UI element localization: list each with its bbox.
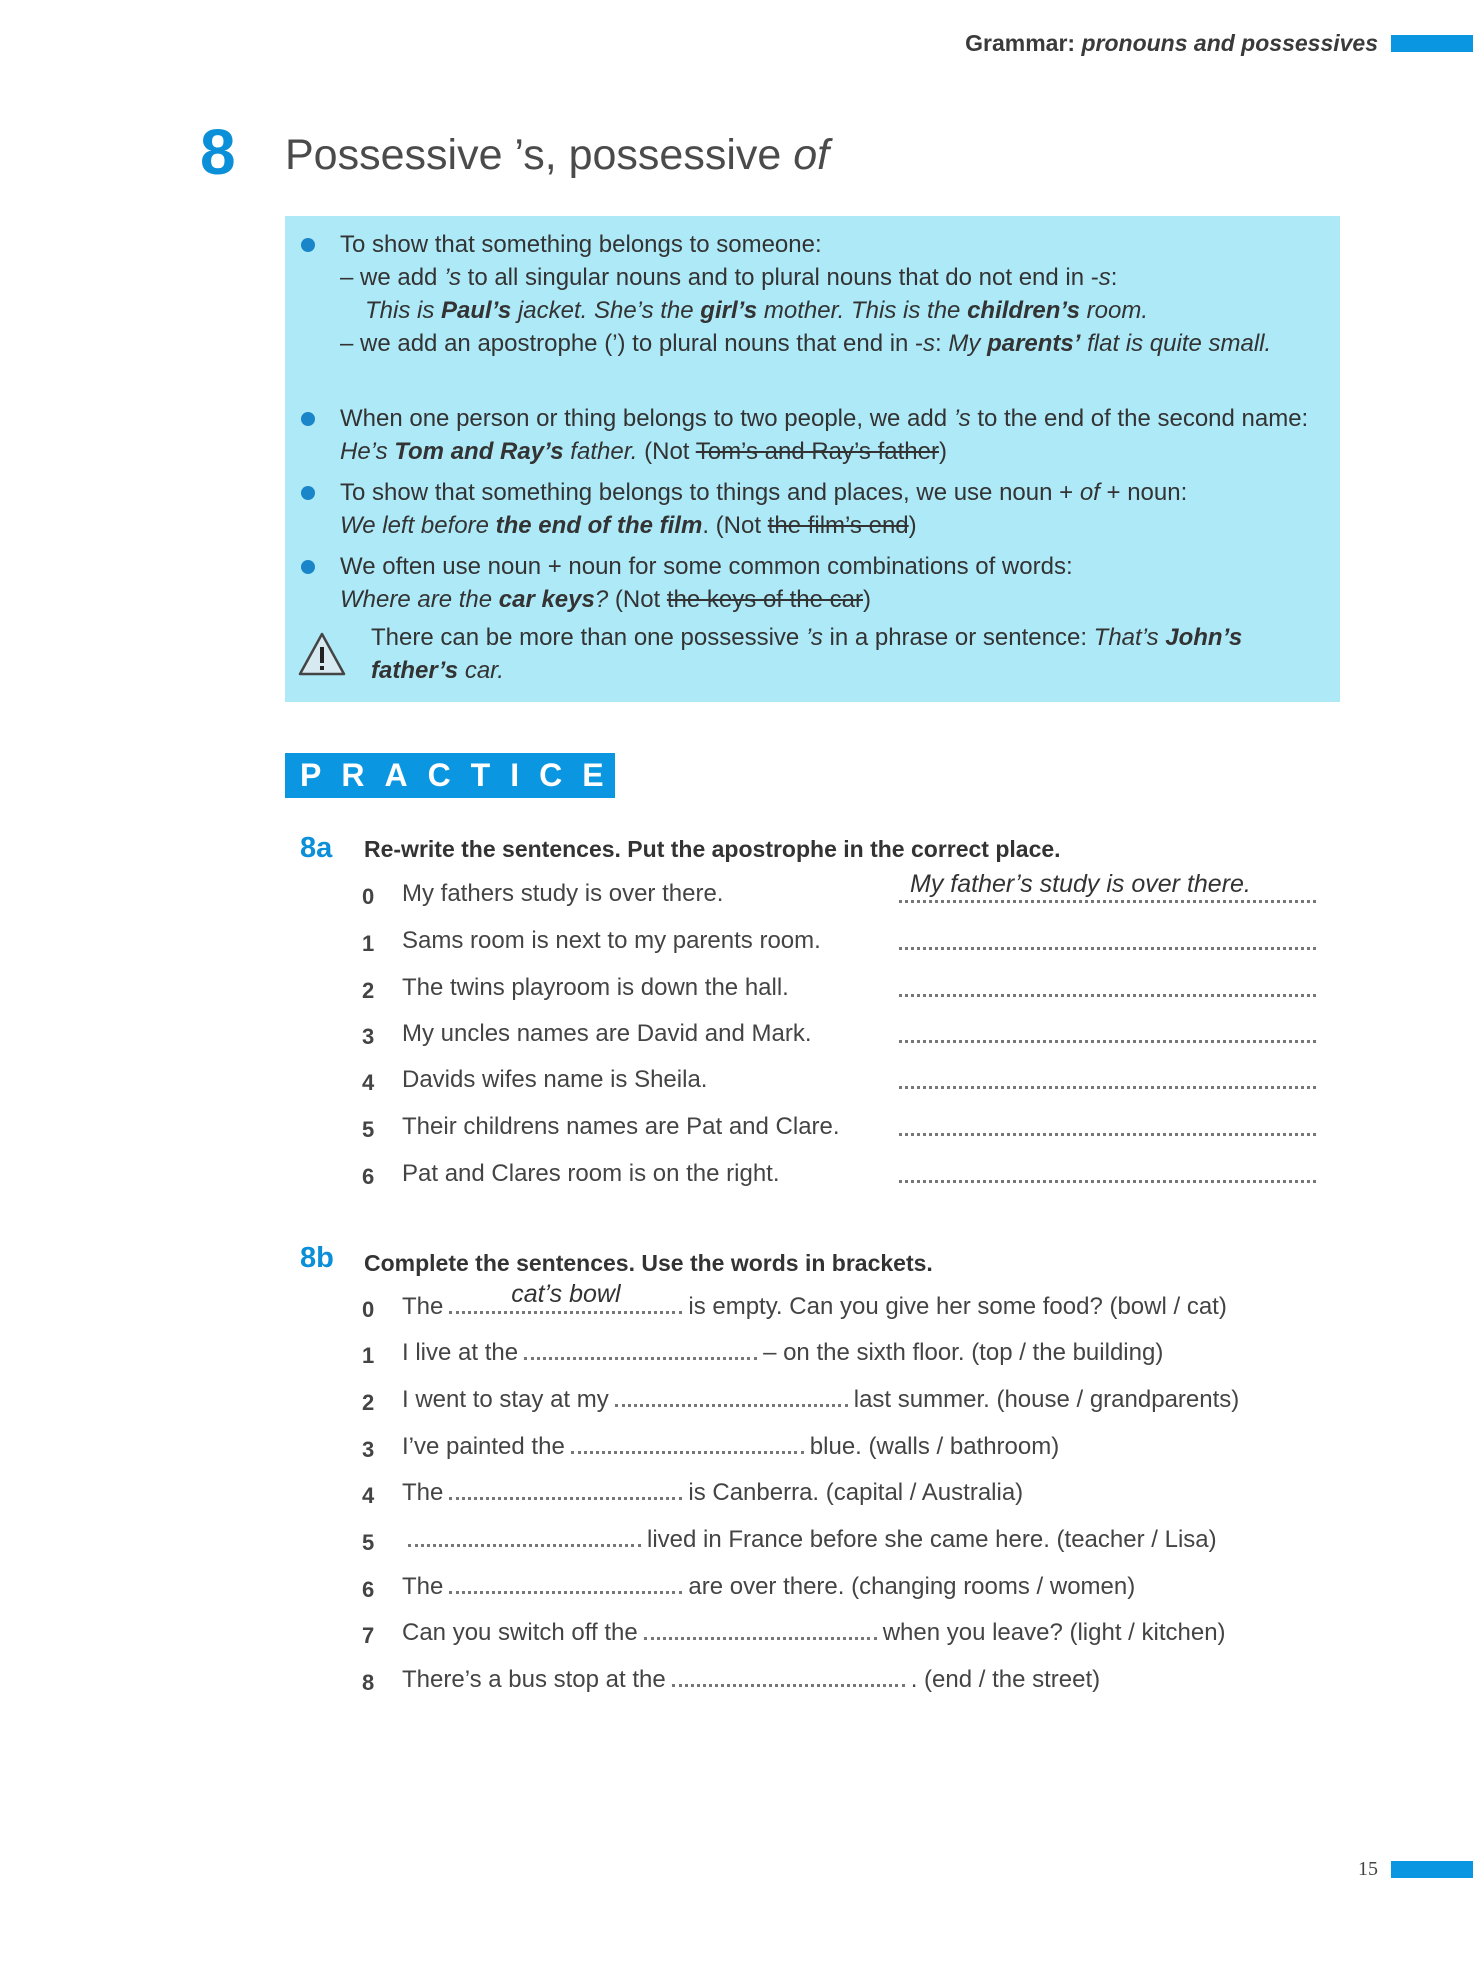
item-number: 4	[362, 1070, 375, 1095]
warning-icon	[297, 631, 347, 677]
exercise-8a-instruction: Re-write the sentences. Put the apostrophe in the correct place.	[364, 836, 1061, 862]
grammar-point-1-example: This is Paul’s jacket. She’s the girl’s mother. This is the children’s room.	[365, 297, 1149, 324]
sentence-end: last summer. (house / grandparents)	[853, 1386, 1240, 1413]
item-sentence: The twins playroom is down the hall.	[402, 974, 789, 1001]
item-number: 6	[362, 1164, 375, 1189]
item-sentence	[402, 1280, 1227, 1321]
header-accent-bar	[1391, 35, 1473, 52]
item-sentence	[402, 1339, 1163, 1367]
sentence-start: There’s a bus stop at the	[402, 1666, 666, 1693]
item-sentence	[402, 1666, 1100, 1694]
answer-line[interactable]	[899, 1086, 1316, 1089]
grammar-point-1-intro: To show that something belongs to someone:	[340, 231, 822, 258]
answer-line[interactable]	[899, 1180, 1316, 1183]
sentence-end: when you leave? (light / kitchen)	[882, 1619, 1226, 1646]
unit-title-ital: of	[793, 131, 830, 179]
exercise-8b-item	[362, 1619, 1362, 1659]
exercise-8b-item	[362, 1479, 1362, 1519]
exercise-8b-item	[362, 1666, 1362, 1706]
item-number: 3	[362, 1437, 375, 1462]
answer-line[interactable]	[899, 1133, 1316, 1136]
sentence-start: I live at the	[402, 1339, 519, 1366]
sentence-end: blue. (walls / bathroom)	[809, 1433, 1060, 1460]
bullet-icon	[301, 412, 315, 426]
exercise-8b-item	[362, 1386, 1362, 1426]
exercise-8b-item	[362, 1280, 1362, 1333]
answer-gap[interactable]	[571, 1433, 804, 1454]
sentence-end: – on the sixth floor. (top / the building)	[763, 1339, 1164, 1366]
item-sentence: Their childrens names are Pat and Clare.	[402, 1113, 840, 1140]
bullet-icon	[301, 238, 315, 252]
grammar-box: To show that something belongs to someone: – we add ’s to all singular nouns and to plural nouns that do not end in -s: This is Paul’s jacket. She’s the girl’s mother. This is the children’s room. – we add an apostrophe (’) to plural nouns that end in -s: My parents’ flat is quite small. When one person or thing belongs to two people, we add ’s to the end of the second name: He’s Tom and Ray’s father. (Not Tom’s and Ray’s father) To show that something belongs to things and places, we use noun + of + noun: We left before the end of the film. (Not the film’s end) We often use noun + noun for some common combinations of words: Where are the car keys? (Not the keys of the car) There can be more than one possessive ’s in a phrase or sentence: That’s John’s father’s car.	[285, 216, 1340, 702]
exercise-8b-instruction: Complete the sentences. Use the words in brackets.	[364, 1250, 933, 1276]
unit-title	[285, 131, 830, 179]
item-number: 4	[362, 1483, 375, 1508]
answer-gap[interactable]	[615, 1386, 848, 1407]
item-sentence	[402, 1619, 1226, 1647]
item-number: 3	[362, 1024, 375, 1049]
bullet-icon	[301, 560, 315, 574]
sentence-end: is Canberra. (capital / Australia)	[688, 1479, 1024, 1506]
gap-answer: cat’s bowl	[511, 1280, 621, 1308]
item-sentence	[402, 1573, 1135, 1601]
item-sentence: Pat and Clares room is on the right.	[402, 1160, 780, 1187]
running-header	[965, 30, 1378, 57]
item-number: 0	[362, 884, 375, 909]
item-number: 7	[362, 1623, 375, 1648]
exercise-8a-item	[362, 870, 1362, 920]
practice-banner: PRACTICE	[285, 753, 615, 798]
grammar-point-1-dash-1: – we add ’s to all singular nouns and to plural nouns that do not end in -s:	[340, 264, 1118, 291]
sentence-start: Can you switch off the	[402, 1619, 638, 1646]
item-number: 8	[362, 1670, 375, 1695]
header-topic: pronouns and possessives	[1081, 30, 1378, 56]
item-sentence	[402, 1433, 1059, 1461]
item-sentence	[402, 1479, 1023, 1507]
grammar-point-1-dash-2: – we add an apostrophe (’) to plural nouns that end in -s: My parents’ flat is quite small.	[340, 330, 1272, 357]
item-number: 1	[362, 1343, 375, 1368]
answer-line[interactable]	[899, 994, 1316, 997]
exercise-8a-item	[362, 1066, 1362, 1106]
sentence-end: are over there. (changing rooms / women)	[688, 1573, 1136, 1600]
item-number: 5	[362, 1530, 375, 1555]
exercise-8a-item	[362, 1020, 1362, 1060]
unit-number: 8	[200, 116, 236, 188]
item-sentence: My fathers study is over there.	[402, 880, 724, 907]
answer-gap[interactable]	[524, 1339, 757, 1360]
header-label: Grammar:	[965, 30, 1076, 56]
item-sentence: Davids wifes name is Sheila.	[402, 1066, 708, 1093]
footer-accent-bar	[1391, 1861, 1473, 1878]
exercise-8b-number: 8b	[300, 1242, 334, 1274]
sentence-end: lived in France before she came here. (teacher / Lisa)	[647, 1526, 1217, 1553]
exercise-8b-item	[362, 1526, 1362, 1566]
page-number: 15	[1358, 1858, 1378, 1880]
exercise-8a-item	[362, 927, 1362, 967]
sentence-start: I’ve painted the	[402, 1433, 565, 1460]
sentence-start: The	[402, 1293, 444, 1320]
answer-gap[interactable]	[408, 1526, 641, 1547]
exercise-8b-item	[362, 1573, 1362, 1613]
answer-line[interactable]	[899, 947, 1316, 950]
item-sentence: My uncles names are David and Mark.	[402, 1020, 812, 1047]
exercise-8b-item	[362, 1339, 1362, 1379]
answer-gap[interactable]	[449, 1280, 682, 1314]
bullet-icon	[301, 486, 315, 500]
exercise-8a-item	[362, 1160, 1362, 1200]
exercise-8a-number: 8a	[300, 832, 333, 864]
sentence-start: I went to stay at my	[402, 1386, 609, 1413]
item-number: 0	[362, 1297, 375, 1322]
answer-text: My father’s study is over there.	[910, 870, 1251, 898]
item-sentence: Sams room is next to my parents room.	[402, 927, 821, 954]
item-number: 6	[362, 1577, 375, 1602]
sentence-start: The	[402, 1573, 444, 1600]
sentence-end: . (end / the street)	[910, 1666, 1101, 1693]
exercise-8b-item	[362, 1433, 1362, 1473]
sentence-start: The	[402, 1479, 444, 1506]
item-number: 1	[362, 931, 375, 956]
answer-gap[interactable]	[449, 1479, 682, 1500]
answer-gap[interactable]	[644, 1619, 877, 1640]
item-number: 5	[362, 1117, 375, 1142]
answer-gap[interactable]	[449, 1573, 682, 1594]
unit-title-main: Possessive ’s, possessive	[285, 131, 782, 179]
item-sentence	[402, 1386, 1239, 1414]
warning-note: There can be more than one possessive ’s in a phrase or sentence: That’s John’s father’s car.	[371, 624, 1243, 684]
sentence-end: is empty. Can you give her some food? (bowl / cat)	[688, 1293, 1227, 1320]
item-sentence	[402, 1526, 1217, 1554]
item-number: 2	[362, 978, 375, 1003]
item-number: 2	[362, 1390, 375, 1415]
exercise-8a-item	[362, 974, 1362, 1014]
answer-gap[interactable]	[672, 1666, 905, 1687]
answer-line[interactable]	[899, 900, 1316, 903]
exercise-8a-item	[362, 1113, 1362, 1153]
answer-line[interactable]	[899, 1040, 1316, 1043]
